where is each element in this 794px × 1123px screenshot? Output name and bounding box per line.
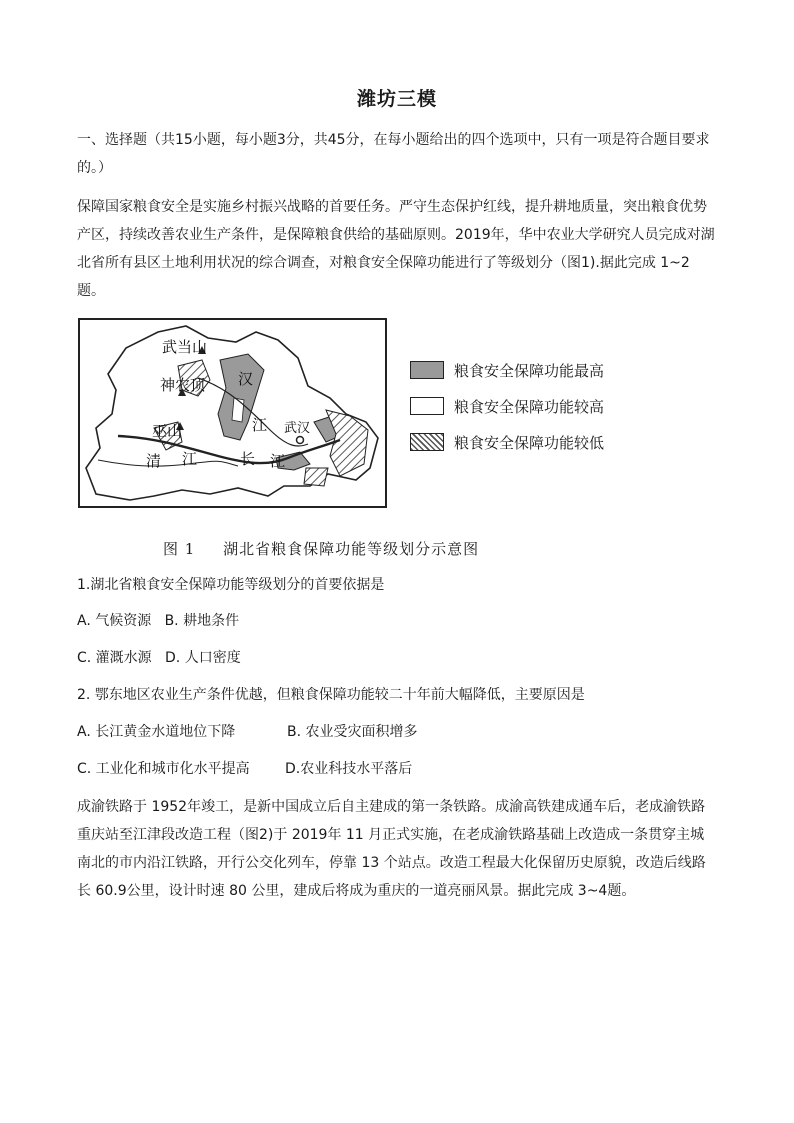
figure-caption-text: 湖北省粮食保障功能等级划分示意图: [223, 540, 480, 558]
q1-options-cd: C. 灌溉水源 D. 人口密度: [77, 650, 241, 666]
label-wuhan: 武汉: [284, 421, 311, 436]
page-title: 潍坊三模: [356, 88, 437, 110]
legend-label-highest: 粮食安全保障功能最高: [454, 361, 605, 380]
q2-option-b: B. 农业受灾面积增多: [287, 724, 418, 740]
label-jiang-chang: 江: [270, 452, 286, 470]
q2-option-c: C. 工业化和城市化水平提高: [77, 761, 250, 777]
passage-2: 成渝铁路于 1952年竣工，是新中国成立后自主建成的第一条铁路。成渝高铁建成通车后，老成渝铁路重庆站至江津段改造工程（图2)于 2019年 11 月正式实施，在老成渝铁路基础上改造成一条贯穿主城南北的市内沿江铁路，开行公交化列车，停靠 13 个站点。改造工程最大化保留历史原貌，改造后线路长 60.9公里，设计时速 80 公里，建成后将成为重庆的一道亮丽风景。据此完成 3~4题。: [77, 799, 706, 899]
legend-swatch-higher: [410, 397, 444, 415]
label-chang: 长: [240, 450, 256, 468]
map-svg: [78, 318, 388, 508]
label-shennongjia: 神农顶: [160, 376, 206, 394]
label-wudangshan: 武当山: [162, 338, 208, 356]
map-legend: [410, 352, 640, 460]
section-header: 一、选择题（共15小题，每小题3分，共45分，在每小题给出的四个选项中，只有一项是符合题目要求的。）: [77, 132, 710, 176]
city-marker-wuhan: [297, 437, 304, 444]
q1-options-ab: A. 气候资源 B. 耕地条件: [77, 613, 240, 629]
label-han: 汉: [238, 370, 254, 388]
passage-1: 保障国家粮食安全是实施乡村振兴战略的首要任务。严守生态保护红线，提升耕地质量，突出粮食优势产区，持续改善农业生产条件，是保障粮食供给的基础原则。2019年，华中农业大学研究人员完成对湖北省所有县区土地利用状况的综合调查，对粮食安全保障功能进行了等级划分（图1).据此完成 1~2题。: [77, 199, 715, 299]
label-wushan: 巫山: [152, 422, 183, 440]
q2-stem: 2. 鄂东地区农业生产条件优越，但粮食保障功能较二十年前大幅降低，主要原因是: [77, 687, 585, 703]
figure-caption: [163, 538, 479, 559]
region-lower-southeast: [304, 468, 328, 486]
label-jiang-han: 江: [252, 416, 268, 434]
legend-item-highest: [410, 352, 640, 388]
legend-label-lower: 粮食安全保障功能较低: [454, 433, 605, 452]
label-jiang-qing: 江: [182, 450, 198, 468]
legend-swatch-highest: [410, 361, 444, 379]
q1-stem: 1.湖北省粮食安全保障功能等级划分的首要依据是: [77, 577, 385, 593]
legend-label-higher: 粮食安全保障功能较高: [454, 397, 605, 416]
hubei-map: [78, 318, 388, 508]
q2-option-d: D.农业科技水平落后: [285, 761, 413, 777]
legend-item-higher: [410, 388, 640, 424]
label-qing: 清: [146, 452, 162, 470]
q2-option-a: A. 长江黄金水道地位下降: [77, 724, 236, 740]
region-white-island: [232, 398, 244, 422]
figure-caption-number: 图 1: [163, 540, 196, 558]
legend-swatch-lower: [410, 433, 444, 451]
legend-item-lower: [410, 424, 640, 460]
